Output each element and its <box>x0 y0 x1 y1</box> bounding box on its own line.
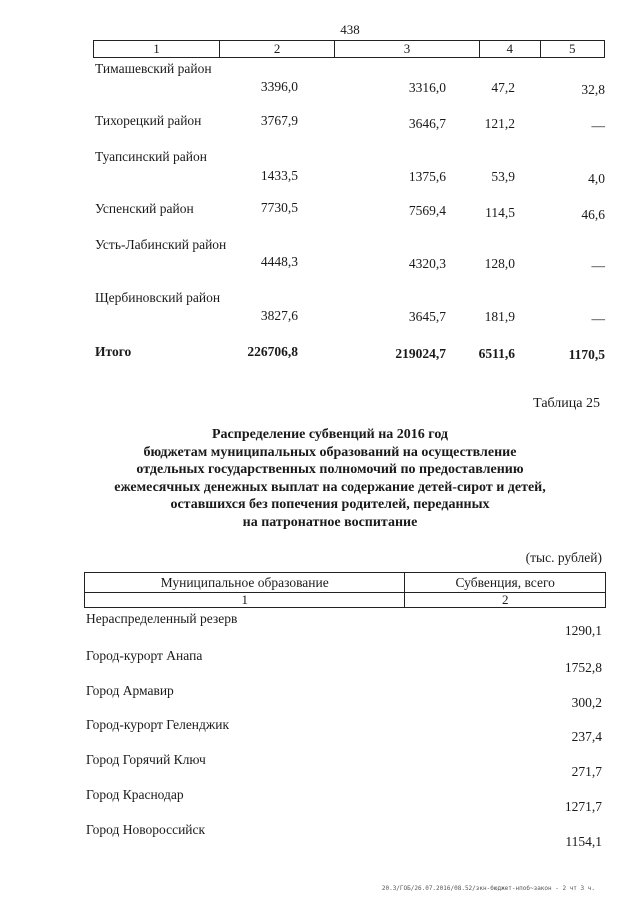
total-label: Итого <box>95 344 132 359</box>
row-value: 237,4 <box>571 729 602 744</box>
row-name: Нераспределенный резерв <box>86 611 238 626</box>
table-row <box>0 787 640 814</box>
table1-header <box>93 40 605 58</box>
row-name: Город Краснодар <box>86 787 184 802</box>
row-name: Тимашевский район <box>95 61 212 76</box>
row-name: Город Горячий Ключ <box>86 752 206 767</box>
table-row <box>0 200 640 240</box>
row-name: Город-курорт Геленджик <box>86 717 230 732</box>
table1-header-col4: 4 <box>480 41 541 57</box>
footer-code: 20.3/ГОБ/26.07.2016/08.52/зкн-бюджет-нпоб~закон - 2 чт 3 ч. <box>381 885 595 892</box>
row-col5: 46,6 <box>581 207 605 222</box>
row-value: 271,7 <box>571 764 602 779</box>
row-col3: 3645,7 <box>408 309 446 324</box>
row-value: 1290,1 <box>564 623 602 638</box>
row-name: Город Армавир <box>86 683 174 698</box>
table1-header-col3: 3 <box>335 41 480 57</box>
row-value: 1752,8 <box>564 660 602 675</box>
page-number: 438 <box>340 22 360 37</box>
table-row <box>0 236 640 276</box>
total-col2: 226706,8 <box>247 344 298 359</box>
total-col4: 6511,6 <box>478 346 515 361</box>
heading-line: бюджетам муниципальных образований на осуществление <box>143 444 517 460</box>
row-col4: 128,0 <box>484 256 515 271</box>
table-row <box>0 752 640 779</box>
row-name: Успенский район <box>95 201 194 216</box>
units-label: (тыс. рублей) <box>525 550 602 565</box>
row-name: Город Новороссийск <box>86 822 206 837</box>
total-row <box>0 343 640 383</box>
row-name: Усть-Лабинский район <box>95 237 227 252</box>
row-col5: — <box>591 258 605 273</box>
row-col2: 3827,6 <box>260 308 298 323</box>
table-row <box>0 717 640 744</box>
row-value: 1271,7 <box>564 799 602 814</box>
row-col5: — <box>591 118 605 133</box>
total-col3: 219024,7 <box>395 346 446 361</box>
row-col3: 7569,4 <box>408 203 446 218</box>
row-col3: 3316,0 <box>408 80 446 95</box>
row-name: Щербиновский район <box>95 290 221 305</box>
row-col2: 3767,9 <box>260 113 298 128</box>
heading-line: оставшихся без попечения родителей, переданных <box>170 497 490 512</box>
header-number-1: 1 <box>85 593 405 607</box>
row-col3: 4320,3 <box>408 256 446 271</box>
heading-line: ежемесячных денежных выплат на содержание детей-сирот и детей, <box>114 479 546 495</box>
header-subvention: Субвенция, всего <box>455 575 555 590</box>
row-col4: 47,2 <box>491 80 515 95</box>
row-name: Город-курорт Анапа <box>86 648 203 663</box>
row-col5: — <box>591 311 605 326</box>
row-col5: 4,0 <box>588 171 605 186</box>
row-col2: 1433,5 <box>260 168 298 183</box>
table1-header-col1: 1 <box>94 41 220 57</box>
row-col4: 121,2 <box>484 116 515 131</box>
row-col4: 114,5 <box>485 205 515 220</box>
row-value: 1154,1 <box>565 834 602 849</box>
row-value: 300,2 <box>571 695 602 710</box>
table-row <box>0 148 640 188</box>
table-heading <box>80 426 580 531</box>
row-col4: 53,9 <box>491 169 515 184</box>
heading-line: на патронатное воспитание <box>242 514 418 530</box>
row-col5: 32,8 <box>581 82 605 97</box>
table-row <box>0 611 640 638</box>
row-name: Туапсинский район <box>95 149 207 164</box>
table1-header-col5: 5 <box>569 41 576 56</box>
table-row <box>0 60 640 100</box>
header-municipality: Муниципальное образование <box>85 573 405 592</box>
table1-header-col2: 2 <box>220 41 335 57</box>
table-row <box>0 289 640 329</box>
row-col3: 1375,6 <box>408 169 446 184</box>
total-col5: 1170,5 <box>568 347 605 362</box>
header-number-2: 2 <box>501 592 509 607</box>
heading-line: Распределение субвенций на 2016 год <box>212 427 448 442</box>
row-col3: 3646,7 <box>408 116 446 131</box>
table-number-label: Таблица 25 <box>533 396 600 411</box>
table-row <box>0 822 640 849</box>
row-col2: 3396,0 <box>260 79 298 94</box>
row-col2: 4448,3 <box>260 254 298 269</box>
table-row <box>0 683 640 710</box>
row-col4: 181,9 <box>484 309 515 324</box>
table2-header <box>84 572 606 608</box>
row-col2: 7730,5 <box>260 200 298 215</box>
table-row <box>0 648 640 675</box>
table-row <box>0 112 640 152</box>
heading-line: отдельных государственных полномочий по предоставлению <box>136 462 524 477</box>
row-name: Тихорецкий район <box>95 113 202 128</box>
